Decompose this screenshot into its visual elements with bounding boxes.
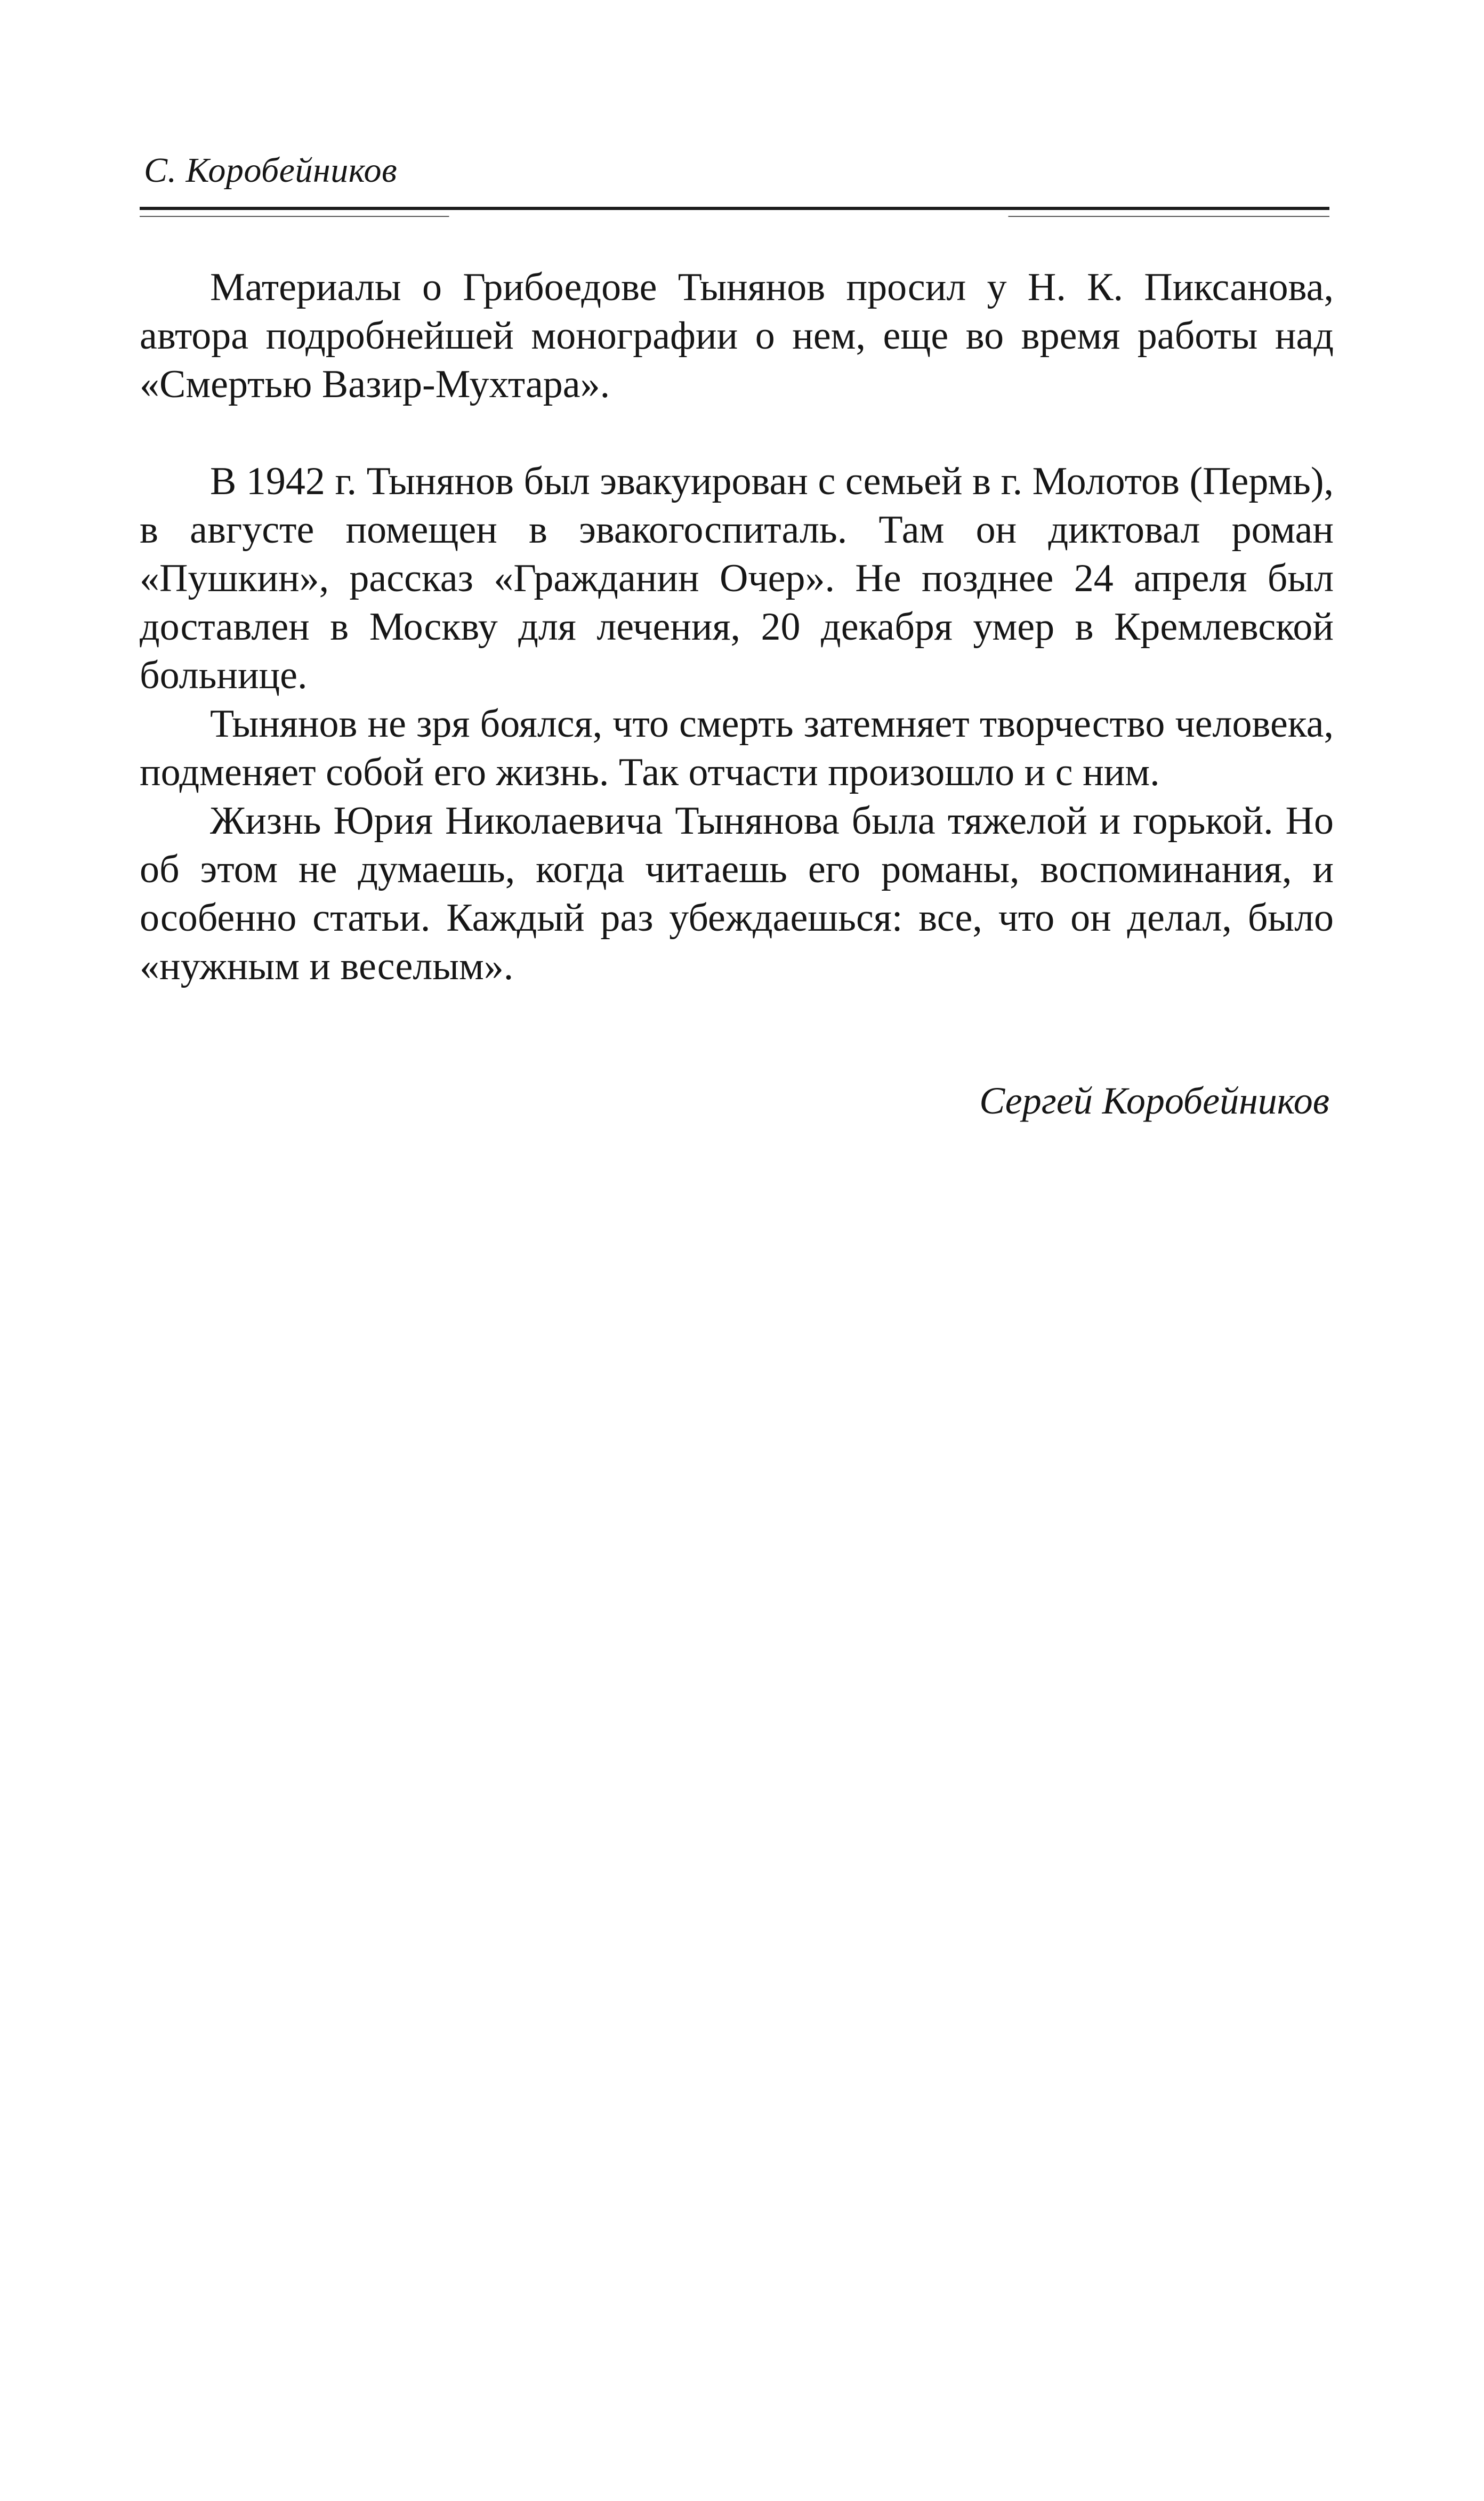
paragraph-life-summary: Жизнь Юрия Николаевича Тынянова была тяжелой и горькой. Но об этом не думаешь, когда читаешь его романы, воспоминания, и особенно статьи. Каждый раз убеждаешься: все, что он делал, было «нужным и веселым».: [140, 799, 1334, 988]
paragraph-griboedov-materials: Материалы о Грибоедове Тынянов просил у Н. К. Пиксанова, автора подробнейшей монографии о нем, еще во время работы над «Смертью Вазир-Мухтара».: [140, 265, 1334, 406]
paragraph-evacuation: В 1942 г. Тынянов был эвакуирован с семьей в г. Молотов (Пермь), в августе помещен в эвакогоспиталь. Там он диктовал роман «Пушкин», рассказ «Гражданин Очер». Не позднее 24 апреля был доставлен в Москву для лечения, 20 декабря умер в Кремлевской больнице.: [140, 459, 1334, 697]
body-text: [140, 263, 1334, 991]
author-signature: Сергей Коробейников: [979, 1079, 1329, 1122]
header-rule: [140, 207, 1329, 210]
running-header: С. Коробейников: [144, 151, 398, 190]
paragraph-death-overshadows: Тынянов не зря боялся, что смерть затемняет творчество человека, подменяет собой его жизнь. Так отчасти произошло и с ним.: [140, 702, 1334, 794]
header-rule-thin: [140, 216, 1329, 217]
